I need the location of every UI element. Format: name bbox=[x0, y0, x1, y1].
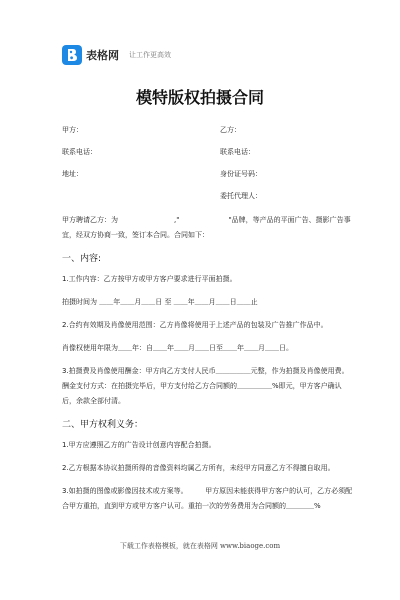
logo-icon bbox=[62, 45, 82, 65]
logo-b-icon bbox=[66, 48, 78, 62]
paragraph-right-3: 3.如拍摄的图像或影像因技术或方案等。 甲方原因未能获得甲方客户的认可，乙方必须配合甲方重拍，直到甲方或甲方客户认可。重拍一次的劳务费用为合同额的＿＿＿＿% bbox=[62, 487, 353, 510]
paragraph-fees: 3.拍摄费及肖像使用酬金：甲方向乙方支付人民币＿＿＿＿＿元整，作为拍摄及肖像使用费。 酬金支付方式：在拍摄完毕后，甲方支付给乙方合同额的＿＿＿＿＿%即元，甲方客户确认后，余款全部付清。 bbox=[62, 367, 360, 405]
paragraph-right-2: 2.乙方根据本协议拍摄所得的音像资料均属乙方所有，未经甲方同意乙方不得擅自取用。 bbox=[62, 464, 335, 472]
contract-body bbox=[62, 125, 360, 524]
page-footer: 下载工作表格模板，就在表格网 www.biaoge.com bbox=[119, 542, 281, 550]
party-b-label: 乙方： bbox=[220, 126, 241, 134]
phone-row bbox=[62, 147, 354, 157]
agent-label: 委托代理人： bbox=[220, 192, 262, 200]
section-rights-heading: 二、甲方权利义务： bbox=[62, 420, 144, 430]
address-row bbox=[62, 169, 354, 179]
address-label: 地址： bbox=[62, 170, 83, 178]
id-number-label: 身份证号码： bbox=[220, 170, 262, 178]
brand-header bbox=[62, 45, 171, 65]
party-row bbox=[62, 125, 354, 135]
phone-b-label: 联系电话： bbox=[220, 148, 255, 156]
paragraph-right-1: 1.甲方应遵照乙方的广告设计创意内容配合拍摄。 bbox=[62, 441, 216, 449]
document-title: 模特版权拍摄合同 bbox=[135, 88, 264, 107]
slogan: 让工作更高效 bbox=[129, 51, 171, 59]
intro-paragraph: 甲方聘请乙方：为 ," "品牌，等产品的平面广告、摄影广告事宜，经双方协商一致，签订本合同。合同如下： bbox=[62, 216, 351, 239]
paragraph-shoot-time: 拍摄时间为 ＿＿年＿＿月＿＿日 至 ＿＿年＿＿月＿＿日＿＿止 bbox=[62, 298, 258, 306]
paragraph-work-content: 1.工作内容：乙方按甲方或甲方客户要求进行平面拍摄。 bbox=[62, 275, 237, 283]
section-content-heading: 一、内容: bbox=[62, 254, 102, 264]
paragraph-usage-years: 肖像权使用年限为＿＿年：自＿＿年＿＿月＿＿日至＿＿年＿＿月＿＿日。 bbox=[62, 344, 293, 352]
logo-text: 表格网 bbox=[86, 49, 119, 62]
agent-row bbox=[62, 191, 354, 201]
paragraph-validity: 2.合约有效期及肖像使用范围：乙方肖像将使用于上述产品的包装及广告推广作品中。 bbox=[62, 321, 328, 329]
party-a-label: 甲方： bbox=[62, 126, 83, 134]
phone-a-label: 联系电话： bbox=[62, 148, 97, 156]
